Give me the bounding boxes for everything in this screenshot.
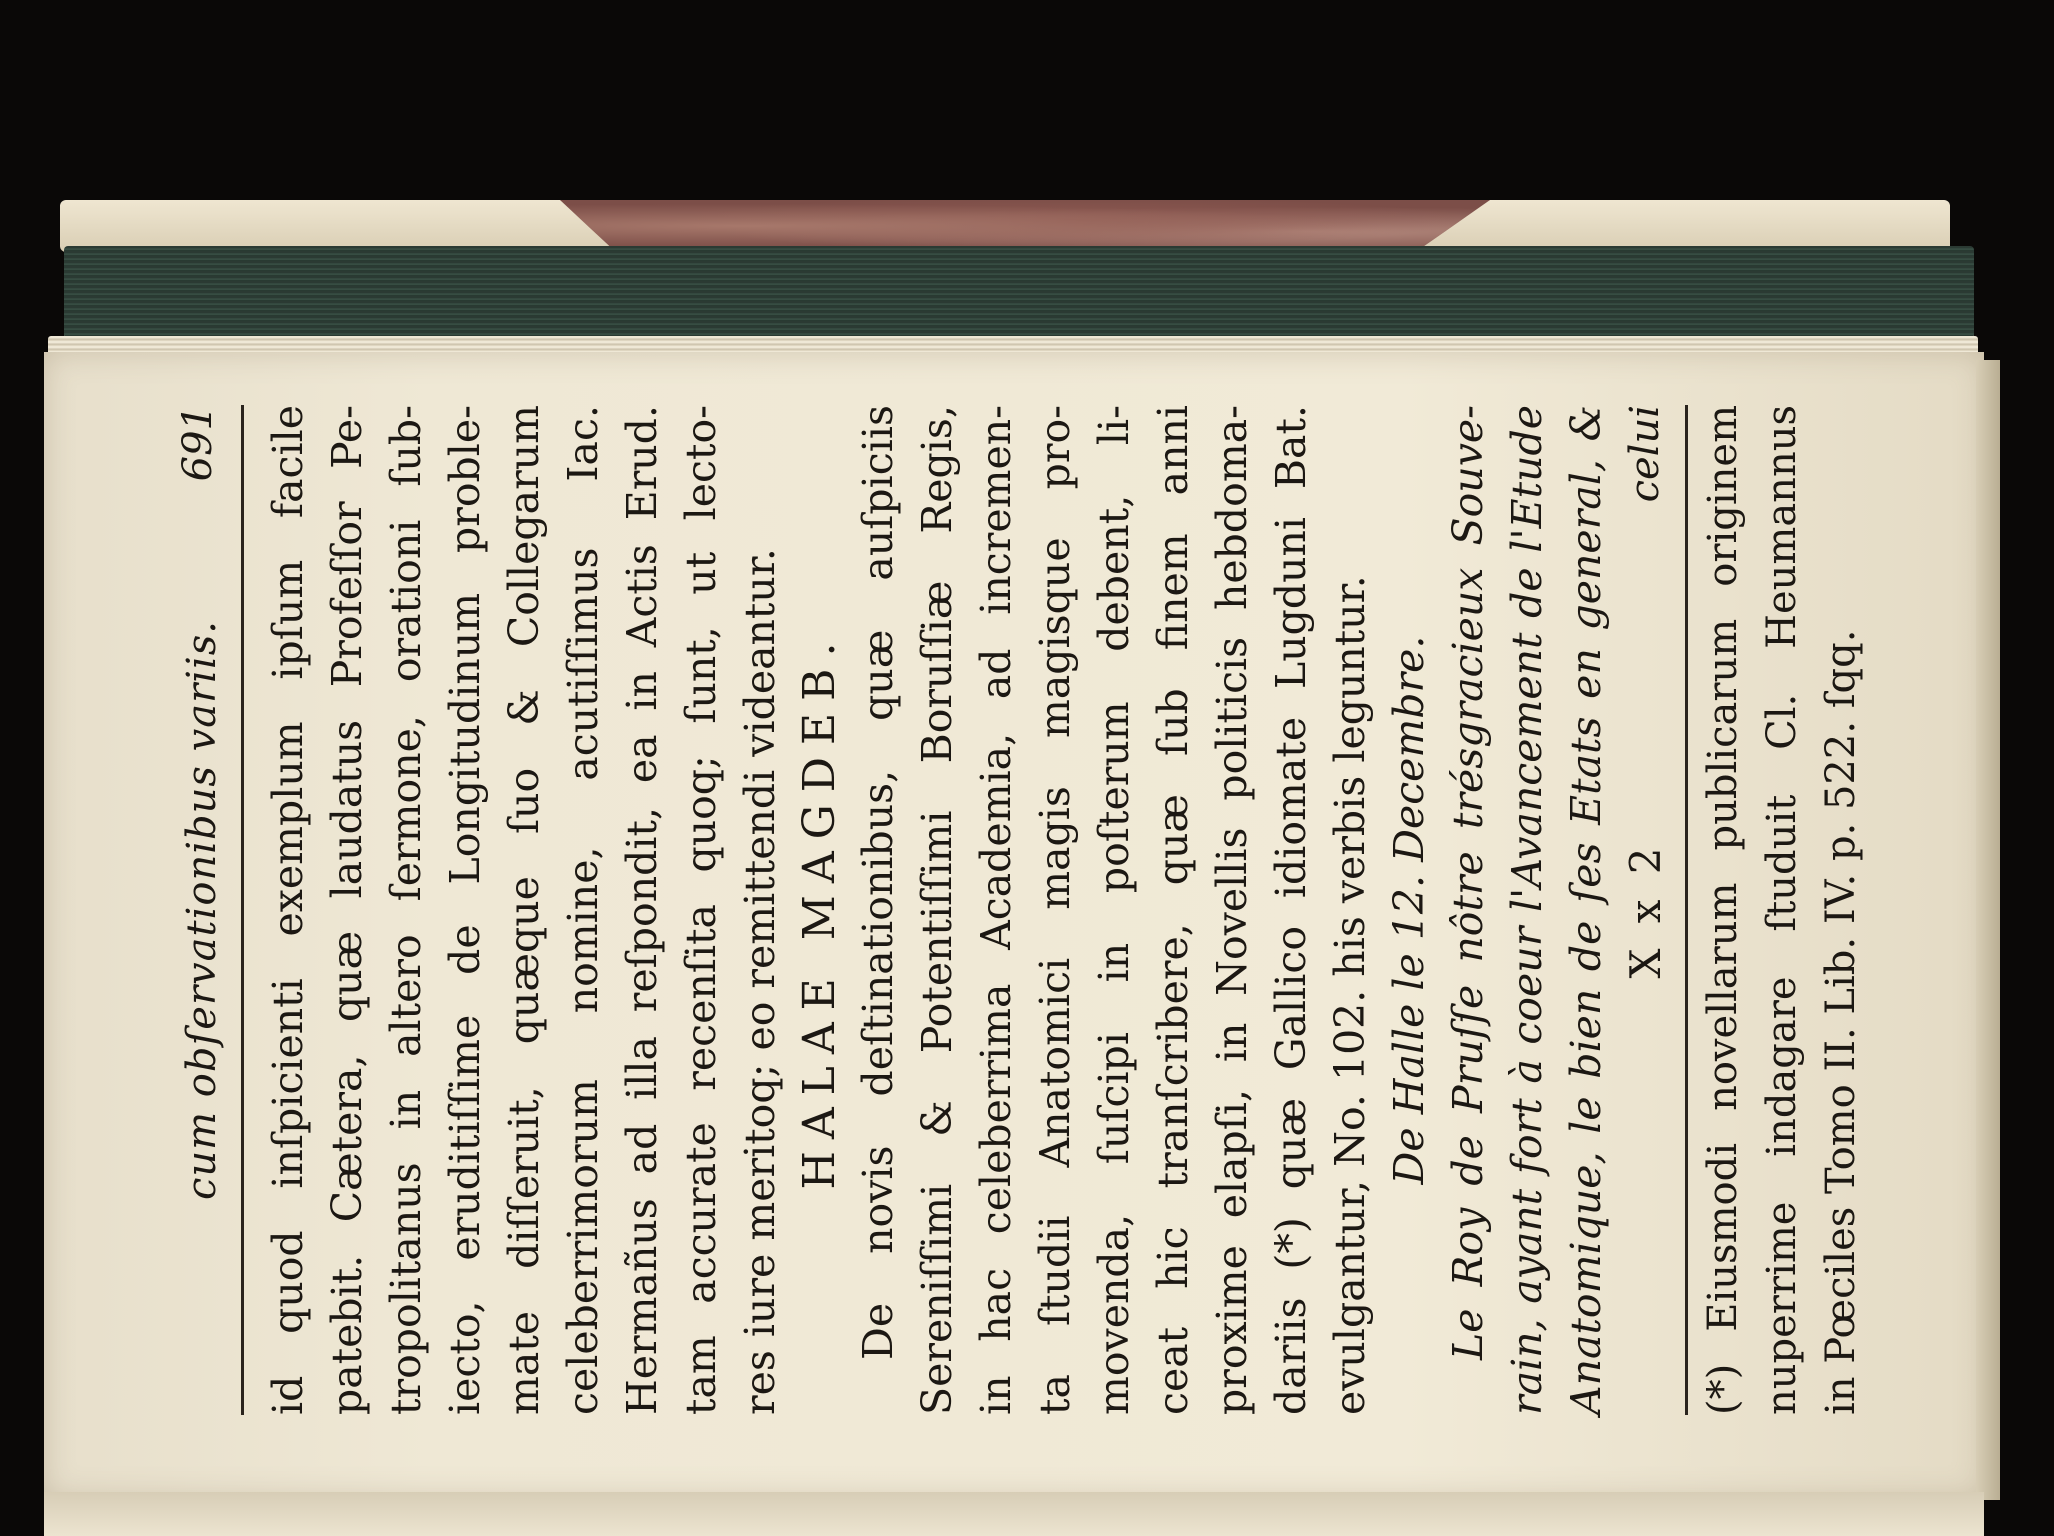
page-number: 691 bbox=[175, 405, 221, 482]
footnote-line: nuperrime indagare ſtuduit Cl. Heumannus bbox=[1759, 405, 1805, 1415]
running-head-title: cum obſervationibus variis. bbox=[179, 619, 225, 1201]
text-line: in hac celeberrima Academia, ad incremen- bbox=[972, 405, 1020, 1415]
paragraph-1 bbox=[259, 405, 790, 1415]
footnote-line: in Pœciles Tomo II. Lib. IV. p. 522. ſqq. bbox=[1818, 629, 1864, 1415]
text-line: id quod inſpicienti exemplum ipſum facile bbox=[264, 405, 312, 1415]
text-line: De novis deſtinationibus, quæ auſpiciis bbox=[854, 405, 902, 1360]
text-line: Anatomique, le bien de ſes Etats en general, & bbox=[1562, 405, 1610, 1415]
page-edges-green bbox=[64, 246, 1974, 338]
text-line: Sereniſſimi & Potentiſſimi Boruſſiæ Regis, bbox=[913, 405, 961, 1415]
signature-mark: X x 2 bbox=[1621, 841, 1670, 979]
text-line: patebit. Cætera, quæ laudatus Profeſſor Pe- bbox=[323, 405, 371, 1415]
text-line: dariis (*) quæ Gallico idiomate Lugduni Bat. bbox=[1267, 405, 1315, 1415]
text-line: movenda, ſuſcipi in poſterum debent, li- bbox=[1090, 405, 1138, 1415]
text-line: rain, ayant fort à coeur l'Avancement de l'Etude bbox=[1503, 405, 1551, 1415]
page-fore-edge bbox=[1976, 360, 2000, 1500]
text-line: celeberrimorum nomine, acutiſſimus Iac. bbox=[559, 405, 607, 1415]
page-body bbox=[259, 405, 1871, 1415]
running-head bbox=[169, 405, 239, 1415]
french-quote bbox=[1439, 405, 1616, 1415]
footnote-line: (*) Eiusmodi novellarum publicarum originem bbox=[1700, 405, 1746, 1415]
paragraph-2 bbox=[849, 405, 1380, 1415]
footnote-rule bbox=[1685, 405, 1688, 1415]
text-line: res iure meritoq; eo remittendi videantur. bbox=[736, 548, 784, 1415]
footnote bbox=[1694, 405, 1871, 1415]
text-line: iecto, eruditiſſime de Longitudinum proble- bbox=[441, 405, 489, 1415]
text-line: Le Roy de Pruſſe nôtre trésgracieux Souve- bbox=[1444, 405, 1492, 1360]
text-line: evulgantur, No. 102. his verbis leguntur. bbox=[1326, 575, 1374, 1415]
text-line: ta ſtudii Anatomici magis magisque pro- bbox=[1031, 405, 1079, 1415]
text-line: Hermañus ad illa reſpondit, ea in Actis Erud. bbox=[618, 405, 666, 1415]
page-text-block bbox=[169, 405, 1864, 1415]
text-line: proxime elapſi, in Novellis politicis hebdoma- bbox=[1208, 405, 1256, 1415]
head-rule bbox=[241, 405, 244, 1415]
text-line: ceat hic tranſcribere, quæ ſub finem anni bbox=[1149, 405, 1197, 1415]
text-line: tropolitanus in altero ſermone, orationi ſub- bbox=[382, 405, 430, 1415]
next-page-edge bbox=[44, 1492, 1984, 1536]
catchword: celui bbox=[1622, 405, 1668, 503]
signature-row bbox=[1616, 405, 1675, 1415]
dateline: De Halle le 12. Decembre. bbox=[1385, 635, 1433, 1185]
marbled-endpaper bbox=[560, 200, 1490, 252]
section-heading: HALAE MAGDEB. bbox=[794, 630, 845, 1190]
text-line: mate diſſeruit, quæque ſuo & Collegarum bbox=[500, 405, 548, 1415]
text-line: tam accurate recenſita quoq; ſunt, ut lecto- bbox=[677, 405, 725, 1415]
